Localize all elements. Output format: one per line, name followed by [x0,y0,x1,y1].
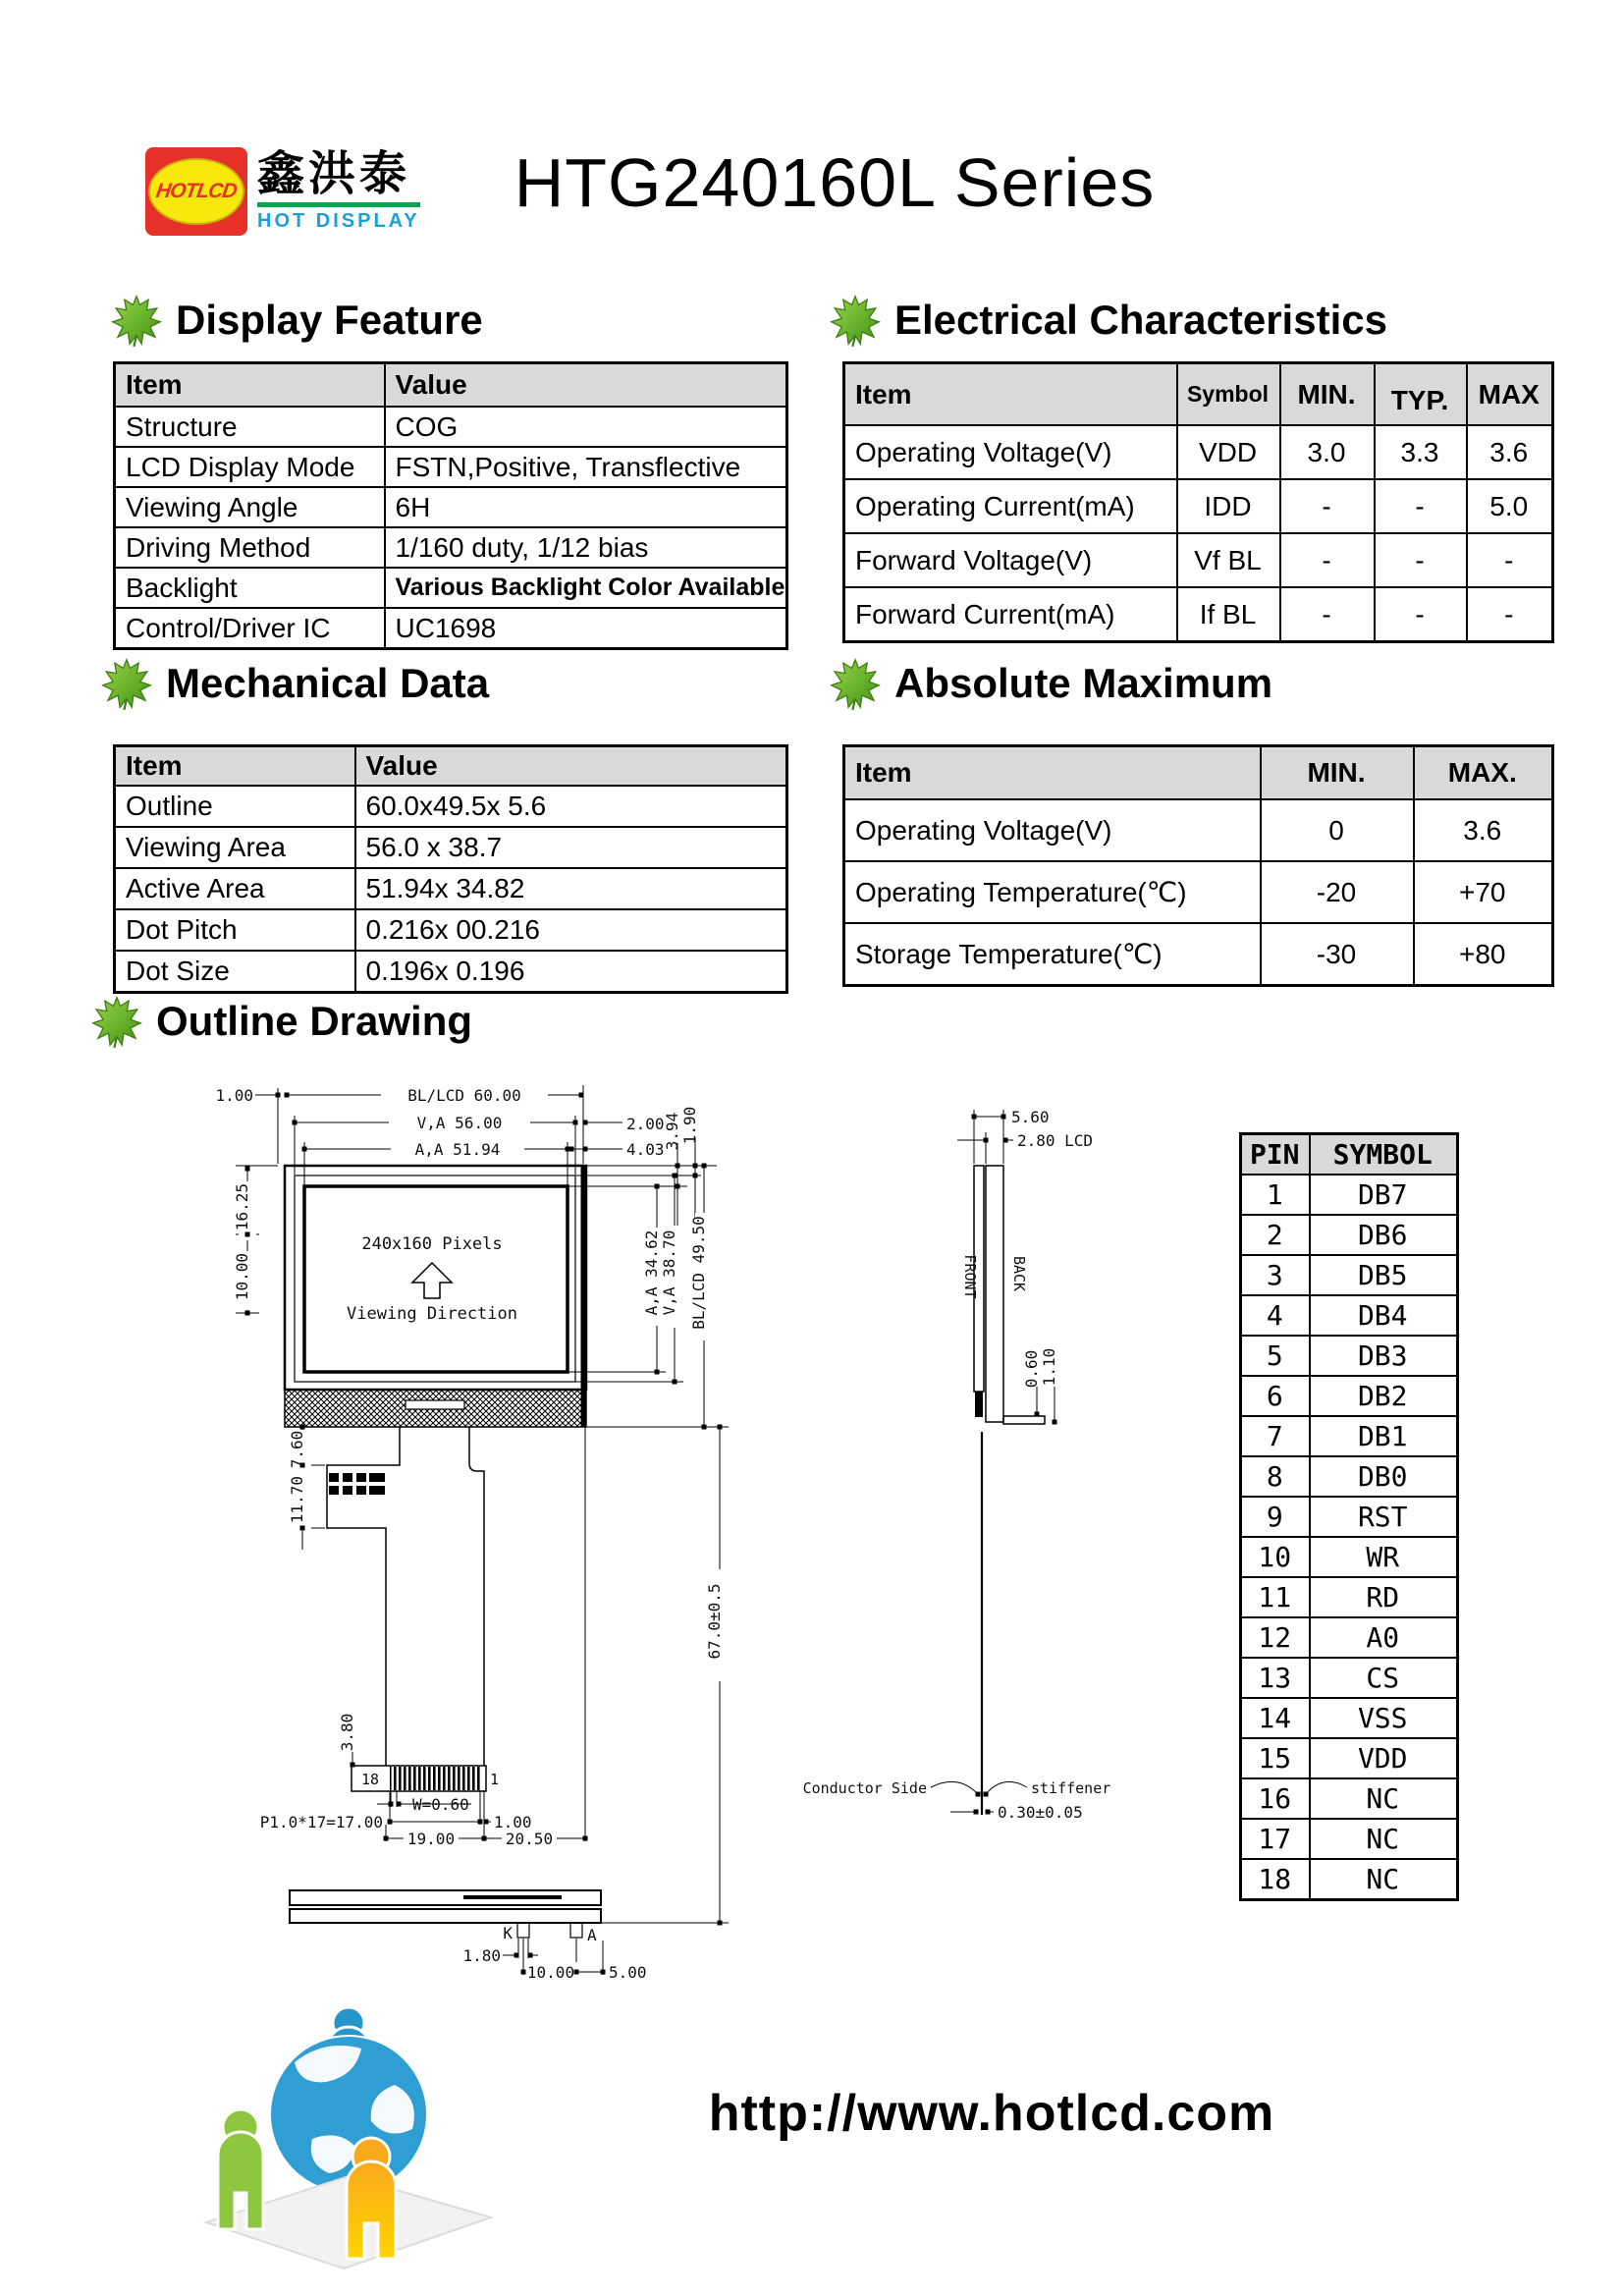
table-cell: 2 [1241,1215,1310,1255]
dim-label: 20.50 [505,1830,554,1848]
table-row [1241,1255,1458,1295]
table-cell: DB3 [1310,1336,1458,1376]
dim-label: 7.60 [288,1430,306,1469]
table-header-row [1241,1134,1458,1175]
drawing-labels [215,1086,1110,1982]
table-cell: Dot Size [115,951,355,993]
table-cell: Viewing Area [115,827,355,868]
table-cell: 56.0 x 38.7 [355,827,787,868]
table-row [1241,1456,1458,1497]
table-cell: 0 [1261,799,1414,861]
table-row [1241,1295,1458,1336]
table-row [1241,1537,1458,1577]
table-cell: Vf BL [1177,533,1280,587]
leaf-icon [830,656,881,711]
table-cell: 0.216x 00.216 [355,909,787,951]
column-header: Value [355,746,787,787]
table-row [115,568,787,608]
table-cell: A0 [1310,1617,1458,1658]
table-row [1241,1617,1458,1658]
table-cell: RST [1310,1497,1458,1537]
dim-label: P1.0*17=17.00 [259,1813,383,1831]
dim-label: 2.00 [626,1115,665,1133]
table-cell: Dot Pitch [115,909,355,951]
table-row [1241,1497,1458,1537]
table-cell: Forward Current(mA) [844,587,1177,642]
table-header-row [844,363,1553,426]
logo-hotlcd-icon [145,147,247,236]
website-url: http://www.hotlcd.com [708,2085,1275,2142]
table-cell: 60.0x49.5x 5.6 [355,786,787,827]
table-row [115,527,787,568]
table-row [844,923,1553,986]
table-body [115,786,787,993]
table-row [844,861,1553,923]
section-title: Absolute Maximum [894,660,1273,706]
column-header: Value [385,363,787,408]
table-cell: DB1 [1310,1416,1458,1456]
table-cell: +80 [1414,923,1553,986]
table-cell: 15 [1241,1738,1310,1778]
section-display-feature [111,293,483,348]
cathode-pad [517,1923,529,1938]
table-cell: CS [1310,1658,1458,1698]
table-cell: 13 [1241,1658,1310,1698]
column-header: Item [844,746,1261,800]
table-cell: RD [1310,1577,1458,1617]
section-absolute-maximum [830,656,1272,711]
table-cell: Operating Voltage(V) [844,425,1177,479]
table-cell: 4 [1241,1295,1310,1336]
dim-label: 5.00 [609,1963,647,1982]
table-cell: 51.94x 34.82 [355,868,787,909]
table-row [115,608,787,649]
table-row [115,909,787,951]
dim-label: V,A 56.00 [416,1114,503,1132]
table-body [115,407,787,649]
section-title: Outline Drawing [156,998,473,1044]
table-row [844,799,1553,861]
table-row [1241,1658,1458,1698]
leaf-icon [830,293,881,348]
section-title: Mechanical Data [166,660,490,706]
column-header: Item [115,363,385,408]
table-row [1241,1859,1458,1900]
front-label: FRONT [961,1254,979,1299]
table-cell: Active Area [115,868,355,909]
table-cell: 5 [1241,1336,1310,1376]
dim-label: 4.03 [626,1140,665,1159]
globe-icon [270,2036,427,2193]
table-body [844,425,1553,642]
cathode-label: K [503,1924,513,1942]
dim-label: 11.70 [288,1475,306,1524]
table-row [1241,1738,1458,1778]
conductor-side-label: Conductor Side [802,1779,927,1797]
column-header: SYMBOL [1310,1134,1458,1175]
table-row [844,479,1553,533]
table-cell: 3.6 [1414,799,1553,861]
table-row [1241,1577,1458,1617]
table-row [1241,1778,1458,1819]
table-cell: Viewing Angle [115,487,385,527]
electrical-characteristics-table [842,361,1554,643]
column-header: Item [844,363,1177,426]
display-feature-table [113,361,788,650]
table-row [115,827,787,868]
table-header-row [115,363,787,408]
table-cell: 3.6 [1467,425,1553,479]
column-header: TYP. [1375,363,1467,426]
table-cell: 3.0 [1280,425,1375,479]
table-row [115,447,787,487]
dim-label: V,A 38.70 [660,1230,678,1316]
pin-symbol-table [1239,1132,1459,1901]
table-cell: 6 [1241,1376,1310,1416]
table-row [1241,1698,1458,1738]
leaf-icon [91,994,142,1049]
logo-oval [148,158,244,225]
column-header: MIN. [1280,363,1375,426]
table-cell: NC [1310,1859,1458,1900]
dim-label: 10.00 [233,1252,251,1301]
stiffener-label: stiffener [1031,1779,1111,1797]
table-row [1241,1336,1458,1376]
table-cell: 16 [1241,1778,1310,1819]
section-mechanical-data [101,656,489,711]
table-cell: Operating Current(mA) [844,479,1177,533]
logo-chinese-name: 鑫洪泰 [257,148,411,200]
anode-pad [570,1923,582,1938]
table-cell: Control/Driver IC [115,608,385,649]
table-cell: Driving Method [115,527,385,568]
table-cell: DB2 [1310,1376,1458,1416]
table-cell: DB0 [1310,1456,1458,1497]
globe-people-illustration [137,1992,550,2286]
table-cell: If BL [1177,587,1280,642]
table-cell: - [1467,533,1553,587]
logo-tagline: HOT DISPLAY [257,210,420,233]
dim-label: A,A 34.62 [642,1230,661,1316]
table-cell: -20 [1261,861,1414,923]
table-header-row [844,746,1553,800]
dim-label: 1.00 [215,1086,253,1105]
table-cell: 17 [1241,1819,1310,1859]
table-cell: LCD Display Mode [115,447,385,487]
dim-label: 1.80 [462,1946,501,1965]
table-row [1241,1819,1458,1859]
column-header: Item [115,746,355,787]
pin-1-label: 1 [490,1771,500,1788]
dim-label: 0.60 [1022,1349,1041,1389]
table-cell: 5.0 [1467,479,1553,533]
dim-label: W=0.60 [412,1795,469,1814]
dim-label: 0.30±0.05 [998,1803,1083,1822]
viewing-direction-arrow [412,1263,452,1298]
table-cell: - [1375,479,1467,533]
table-cell: 18 [1241,1859,1310,1900]
dim-label: 67.0±0.5 [705,1583,724,1660]
column-header: Symbol [1177,363,1280,426]
table-cell: - [1467,587,1553,642]
table-cell: VDD [1177,425,1280,479]
table-cell: 1/160 duty, 1/12 bias [385,527,787,568]
dim-label: 2.80 LCD [1017,1131,1094,1150]
column-header: PIN [1241,1134,1310,1175]
viewing-direction-label: Viewing Direction [347,1304,517,1324]
table-cell: +70 [1414,861,1553,923]
table-cell: DB4 [1310,1295,1458,1336]
table-cell: - [1280,479,1375,533]
dim-label: 5.60 [1011,1108,1050,1126]
table-row [1241,1416,1458,1456]
table-cell: VDD [1310,1738,1458,1778]
table-cell: 7 [1241,1416,1310,1456]
table-cell: 11 [1241,1577,1310,1617]
section-electrical-characteristics [830,293,1387,348]
table-header-row [115,746,787,787]
absolute-maximum-table [842,744,1554,987]
table-cell: 1 [1241,1175,1310,1215]
logo-oval-text: HOTLCD [154,180,239,202]
page-title: HTG240160L Series [514,144,1156,221]
lcd-front-view [285,1166,586,1791]
leaf-icon [111,293,162,348]
table-cell: NC [1310,1778,1458,1819]
table-row [1241,1175,1458,1215]
table-cell: UC1698 [385,608,787,649]
table-row [115,951,787,993]
table-row [844,587,1553,642]
dim-label: 3.94 [663,1112,681,1151]
table-row [115,407,787,447]
column-header: MAX. [1414,746,1553,800]
table-cell: 10 [1241,1537,1310,1577]
dim-label: 16.25 [233,1182,251,1231]
connector-pins [390,1767,480,1790]
column-header: MIN. [1261,746,1414,800]
section-title: Display Feature [176,297,483,343]
mechanical-data-table [113,744,788,994]
table-cell: 8 [1241,1456,1310,1497]
dim-label: 1.90 [680,1106,699,1145]
table-cell: 9 [1241,1497,1310,1537]
table-cell: Operating Voltage(V) [844,799,1261,861]
dim-label: 19.00 [406,1830,456,1848]
table-cell: -30 [1261,923,1414,986]
table-cell: 0.196x 0.196 [355,951,787,993]
table-cell: VSS [1310,1698,1458,1738]
leaf-icon [101,656,152,711]
table-cell: Backlight [115,568,385,608]
table-cell: FSTN,Positive, Transflective [385,447,787,487]
table-cell: - [1375,533,1467,587]
table-cell: Structure [115,407,385,447]
table-cell: 3.3 [1375,425,1467,479]
table-cell: - [1280,587,1375,642]
dim-label: A,A 51.94 [414,1140,501,1159]
table-cell: DB7 [1310,1175,1458,1215]
dimension-arrows [245,1093,1057,1975]
dimension-lines [236,1085,1055,1975]
table-cell: DB5 [1310,1255,1458,1295]
table-row [844,425,1553,479]
table-row [844,533,1553,587]
table-cell: NC [1310,1819,1458,1859]
table-cell: Storage Temperature(℃) [844,923,1261,986]
dim-label: 3.80 [338,1713,356,1752]
lcd-bottom-view [290,1890,601,1938]
section-title: Electrical Characteristics [894,297,1387,343]
table-cell: 12 [1241,1617,1310,1658]
table-cell: Forward Voltage(V) [844,533,1177,587]
component-pads [329,1473,385,1495]
table-cell: WR [1310,1537,1458,1577]
table-cell: Various Backlight Color Available [385,568,787,608]
pin-18-label: 18 [360,1771,380,1788]
table-cell: Operating Temperature(℃) [844,861,1261,923]
back-label: BACK [1010,1255,1028,1292]
table-body [844,799,1553,986]
dim-label: BL/LCD 60.00 [407,1086,521,1105]
table-cell: DB6 [1310,1215,1458,1255]
table-row [115,487,787,527]
table-cell: COG [385,407,787,447]
section-outline-drawing [91,994,472,1049]
table-row [115,868,787,909]
company-logo [145,147,420,236]
dim-label: 1.00 [494,1813,532,1831]
table-cell: 6H [385,487,787,527]
dim-label: 1.10 [1040,1347,1058,1387]
table-row [1241,1376,1458,1416]
table-row [115,786,787,827]
pixels-label: 240x160 Pixels [361,1234,503,1254]
table-cell: Outline [115,786,355,827]
anode-label: A [587,1926,597,1944]
dim-label: BL/LCD 49.50 [689,1216,708,1330]
table-body [1241,1175,1458,1900]
table-cell: - [1280,533,1375,587]
table-cell: - [1375,587,1467,642]
table-cell: IDD [1177,479,1280,533]
table-row [1241,1215,1458,1255]
column-header: MAX [1467,363,1553,426]
dim-label: 10.00 [526,1963,575,1982]
table-cell: 14 [1241,1698,1310,1738]
table-cell: 3 [1241,1255,1310,1295]
